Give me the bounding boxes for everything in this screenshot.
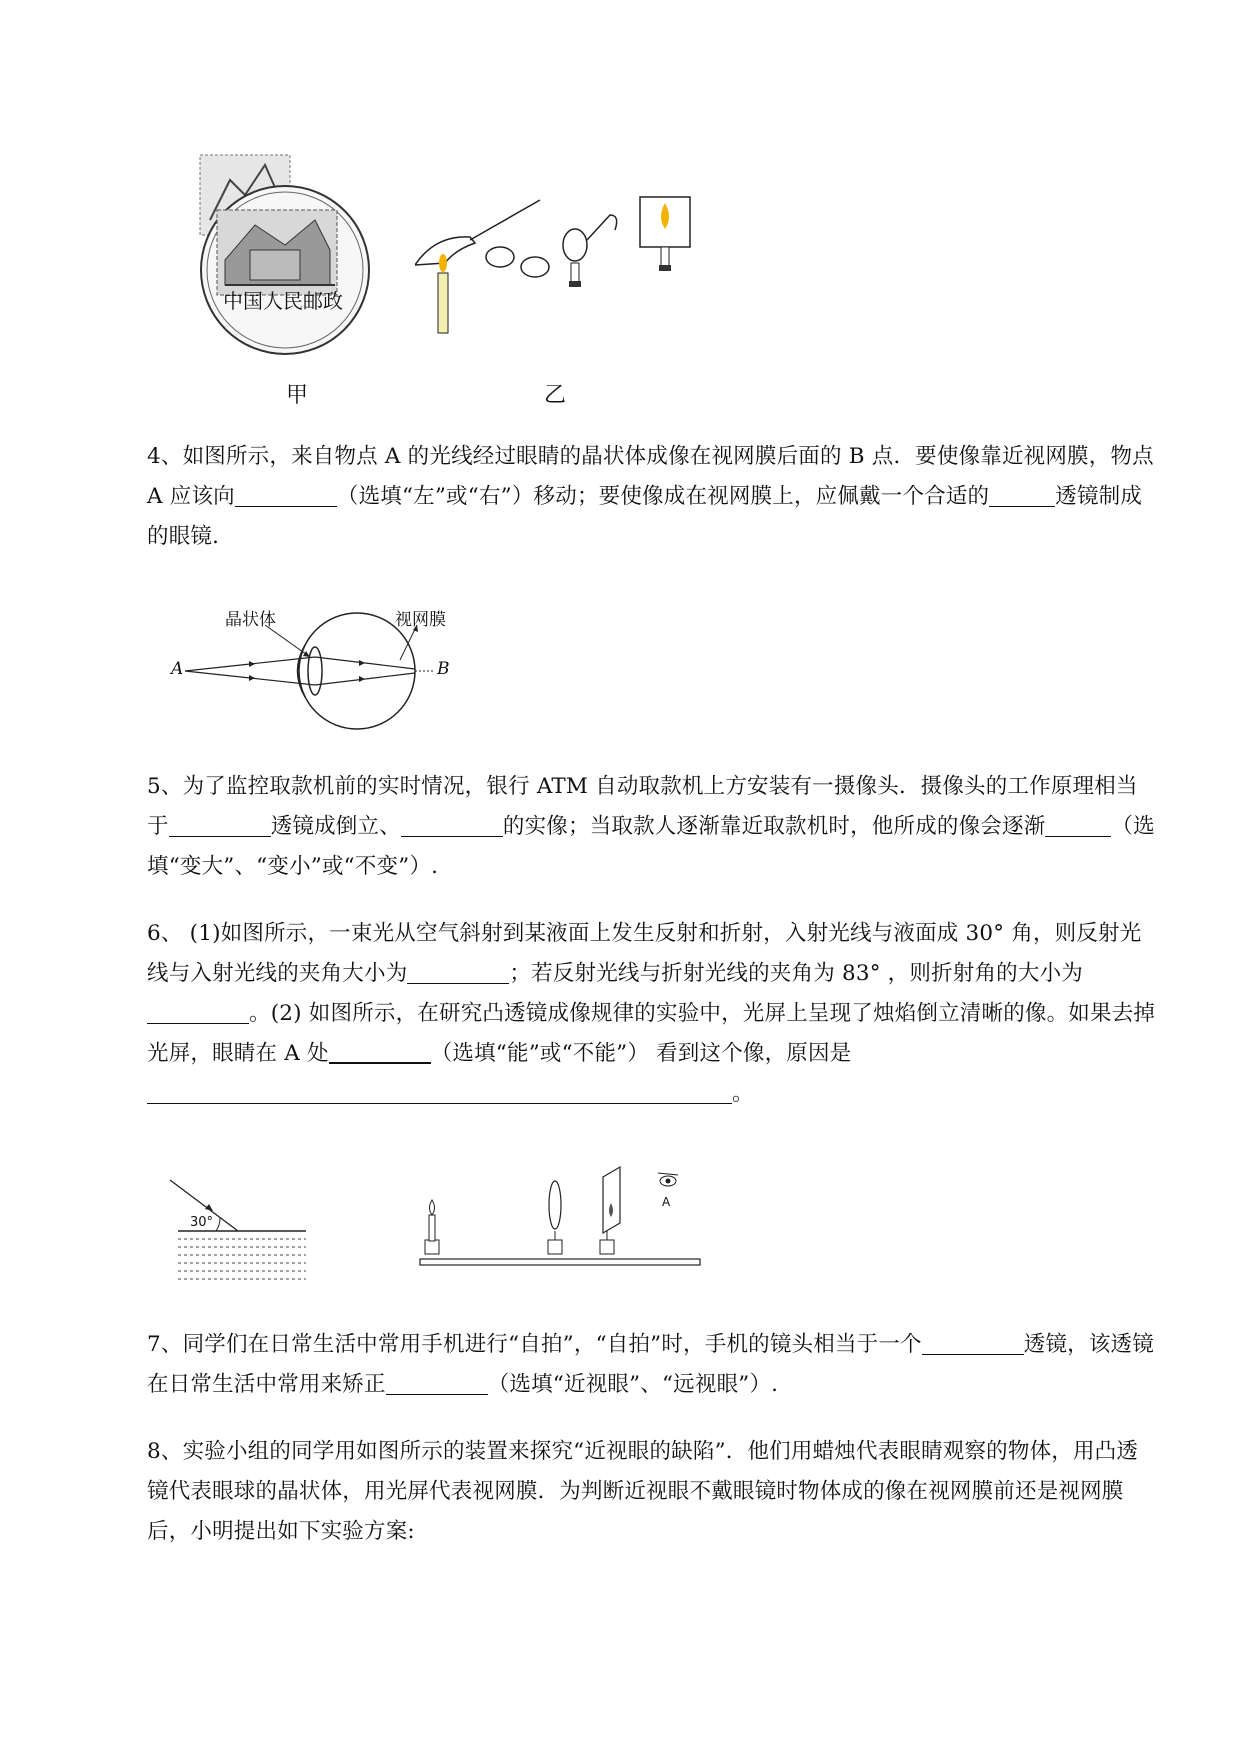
question-5-text-4: （选填“变大”、“变小”或“不变”）. xyxy=(147,814,1155,879)
answer-blank[interactable] xyxy=(1045,812,1111,837)
question-6-text-5: 。 xyxy=(732,1081,754,1106)
question-4 xyxy=(147,437,1157,557)
figure-caption-jia: 甲 xyxy=(286,383,309,408)
answer-blank[interactable] xyxy=(235,482,337,507)
question-6-text-1: 6、 (1)如图所示，一束光从空气斜射到某液面上发生反射和折射，入射光线与液面成 30° 角，则反射光线与入射光线的夹角大小为 xyxy=(147,921,1142,986)
stamp-magnifier-drawing xyxy=(195,150,385,370)
question-5-text-3: 的实像；当取款人逐渐靠近取款机时，他所成的像会逐渐 xyxy=(502,814,1046,839)
answer-blank[interactable] xyxy=(407,959,509,984)
question-7-text-2: 透镜，该透镜在日常生活中常用来矫正 xyxy=(147,1332,1154,1397)
answer-blank[interactable] xyxy=(989,482,1055,507)
figure-eye-diagram xyxy=(171,605,465,735)
answer-blank[interactable] xyxy=(169,812,271,837)
bench-point-a: A xyxy=(662,1195,671,1209)
angle-label: 30° xyxy=(190,1215,214,1230)
answer-blank[interactable] xyxy=(147,1079,732,1104)
eye-point-b: B xyxy=(437,659,450,679)
answer-blank[interactable] xyxy=(386,1370,488,1395)
figure-optical-bench xyxy=(410,1145,705,1275)
answer-blank[interactable] xyxy=(401,812,503,837)
question-7-text-3: （选填“近视眼”、“远视眼”）. xyxy=(487,1372,779,1397)
question-5 xyxy=(147,767,1157,887)
light-on-liquid-drawing xyxy=(168,1175,308,1285)
answer-blank[interactable] xyxy=(922,1330,1024,1355)
answer-blank[interactable] xyxy=(329,1038,431,1064)
question-6 xyxy=(147,914,1157,1114)
figure-caption-yi: 乙 xyxy=(544,383,567,408)
question-4-text-1: 4、如图所示，来自物点 A 的光线经过眼睛的晶状体成像在视网膜后面的 B 点．要使像靠近视网膜，物点A 应该向 xyxy=(147,444,1154,509)
question-6-text-4: （选填“能”或“不能”） 看到这个像，原因是 xyxy=(430,1041,852,1066)
question-4-text-2: （选填“左”或“右”）移动；要使像成在视网膜上，应佩戴一个合适的 xyxy=(336,484,990,509)
figure-glasses-experiment xyxy=(415,195,705,345)
eye-retina-label: 视网膜 xyxy=(395,610,446,630)
glasses-experiment-drawing xyxy=(415,195,705,345)
figure-light-on-liquid xyxy=(168,1175,308,1285)
question-5-text-1: 5、为了监控取款机前的实时情况，银行 ATM 自动取款机上方安装有一摄像头．摄像头的工作原理相当于 xyxy=(147,774,1138,839)
eye-point-a: A xyxy=(171,659,184,679)
question-8-text-1: 8、实验小组的同学用如图所示的装置来探究“近视眼的缺陷”．他们用蜡烛代表眼睛观察的物体，用凸透镜代表眼球的晶状体，用光屏代表视网膜．为判断近视眼不戴眼镜时物体成的像在视网膜前还是视网膜后，小明提出如下实验方案: xyxy=(147,1439,1139,1544)
eye-lens-label: 晶状体 xyxy=(225,610,276,630)
question-7 xyxy=(147,1325,1157,1405)
question-6-text-3: 。(2) 如图所示，在研究凸透镜成像规律的实验中，光屏上呈现了烛焰倒立清晰的像。如果去掉光屏，眼睛在 A 处 xyxy=(147,1001,1156,1066)
question-6-text-2: ；若反射光线与折射光线的夹角为 83° ，则折射角的大小为 xyxy=(509,961,1083,986)
question-4-text-3: 透镜制成的眼镜． xyxy=(147,484,1143,549)
question-8 xyxy=(147,1432,1157,1552)
question-7-text-1: 7、同学们在日常生活中常用手机进行“自拍”，“自拍”时，手机的镜头相当于一个 xyxy=(147,1332,922,1357)
optical-bench-drawing xyxy=(410,1145,705,1275)
figure-stamp-magnifier xyxy=(195,150,385,370)
stamp-text: 中国人民邮政 xyxy=(223,289,343,313)
answer-blank[interactable] xyxy=(147,999,249,1024)
question-5-text-2: 透镜成倒立、 xyxy=(270,814,401,839)
